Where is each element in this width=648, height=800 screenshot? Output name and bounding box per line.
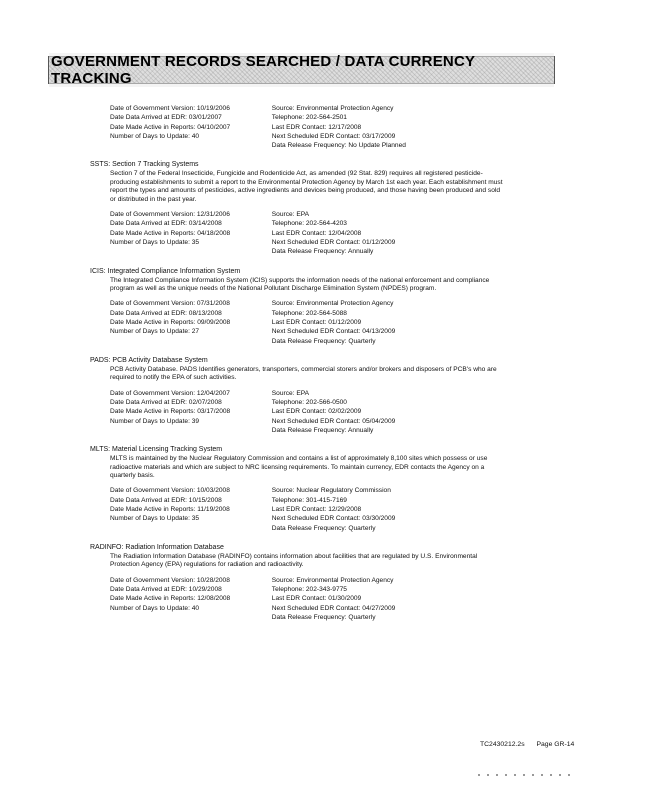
gov-version-date: Date of Government Version: 10/03/2008 xyxy=(110,487,230,495)
arrived-date: Date Data Arrived at EDR: 08/13/2008 xyxy=(110,309,222,317)
section-title: PADS: PCB Activity Database System xyxy=(90,356,208,364)
release-frequency: Data Release Frequency: Annually xyxy=(271,248,374,256)
gov-version-date: Date of Government Version: 12/31/2006 xyxy=(110,211,230,219)
source-column xyxy=(272,486,510,532)
source: Source: Environmental Protection Agency xyxy=(271,576,394,584)
section-title: SSTS: Section 7 Tracking Systems xyxy=(90,161,199,169)
active-date: Date Made Active in Reports: 03/17/2008 xyxy=(110,408,231,416)
active-date: Date Made Active in Reports: 11/19/2008 xyxy=(110,506,230,513)
days-to-update: Number of Days to Update: 40 xyxy=(110,604,200,612)
active-date: Date Made Active in Reports: 04/10/2007 xyxy=(110,123,231,131)
section-dates xyxy=(110,486,510,532)
record-section-mlts xyxy=(90,445,510,533)
dates-column xyxy=(110,576,272,622)
report-id: TC2430212.2s xyxy=(480,741,525,748)
arrived-date: Date Data Arrived at EDR: 02/07/2008 xyxy=(110,399,222,406)
next-contact: Next Scheduled EDR Contact: 04/13/2009 xyxy=(271,328,396,336)
record-section-icis xyxy=(90,267,510,346)
section-description: The Radiation Information Database (RADINFO) contains information about facilities that are regulated by U.S. Environmental Protection Agency (EPA) regulations for radiation and radioactivity. xyxy=(110,552,478,569)
days-to-update: Number of Days to Update: 40 xyxy=(110,132,200,140)
records-list xyxy=(90,103,510,632)
section-description: The Integrated Compliance Information System (ICIS) supports the information needs of the national enforcement and compliance program as well as the unique needs of the National Pollutant Discharge Elimination System (NPDES) program. xyxy=(110,276,490,292)
section-dates xyxy=(110,576,510,622)
dates-column xyxy=(110,104,272,150)
source: Source: Environmental Protection Agency xyxy=(271,105,394,112)
arrived-date: Date Data Arrived at EDR: 03/01/2007 xyxy=(110,114,222,122)
source-column xyxy=(272,389,510,435)
telephone: Telephone: 202-343-9775 xyxy=(271,586,347,593)
last-contact: Last EDR Contact: 12/29/2008 xyxy=(271,506,362,513)
next-contact: Next Scheduled EDR Contact: 04/27/2009 xyxy=(271,604,396,612)
section-description: PCB Activity Database. PADS Identifies generators, transporters, commercial storers and/or brokers and disposers of PCB's who are required to notify the EPA of such activities. xyxy=(110,365,497,382)
release-frequency: Data Release Frequency: No Update Planned xyxy=(271,142,406,150)
last-contact: Last EDR Contact: 01/12/2009 xyxy=(271,319,362,326)
last-contact: Last EDR Contact: 12/17/2008 xyxy=(271,123,362,131)
page-footer xyxy=(480,741,574,748)
gov-version-date: Date of Government Version: 10/28/2008 xyxy=(110,576,230,584)
record-section xyxy=(90,104,510,150)
days-to-update: Number of Days to Update: 27 xyxy=(110,328,200,336)
active-date: Date Made Active in Reports: 09/09/2008 xyxy=(110,319,231,326)
section-description: Section 7 of the Federal Insecticide, Fungicide and Rodenticide Act, as amended (92 Stat. 829) requires all registered pesticide-producing establishments to submit a report to the Environmental Protection Agency by March 1st each year. Each establishment must report the types and amounts of pesticides, active ingredients and devices being produced, and those having been produced and sold or distributed in the past year. xyxy=(110,170,503,203)
arrived-date: Date Data Arrived at EDR: 10/29/2008 xyxy=(110,586,222,593)
gov-version-date: Date of Government Version: 07/31/2008 xyxy=(110,300,230,308)
dates-column xyxy=(110,210,272,256)
source: Source: Nuclear Regulatory Commission xyxy=(271,487,391,495)
banner-title: GOVERNMENT RECORDS SEARCHED / DATA CURRENCY TRACKING xyxy=(49,53,554,87)
days-to-update: Number of Days to Update: 39 xyxy=(110,417,200,425)
telephone: Telephone: 301-415-7169 xyxy=(271,496,347,504)
next-contact: Next Scheduled EDR Contact: 05/04/2009 xyxy=(271,417,396,425)
telephone: Telephone: 202-566-0500 xyxy=(271,399,347,406)
record-section-pads xyxy=(90,356,510,435)
telephone: Telephone: 202-564-2501 xyxy=(271,114,347,122)
release-frequency: Data Release Frequency: Quarterly xyxy=(271,337,376,345)
page-number: Page GR-14 xyxy=(536,741,575,748)
active-date: Date Made Active in Reports: 04/18/2008 xyxy=(110,229,231,237)
arrived-date: Date Data Arrived at EDR: 10/15/2008 xyxy=(110,496,222,504)
days-to-update: Number of Days to Update: 35 xyxy=(110,239,200,246)
dates-column xyxy=(110,389,272,435)
next-contact: Next Scheduled EDR Contact: 01/12/2009 xyxy=(271,239,396,246)
source-column xyxy=(272,104,510,150)
gov-version-date: Date of Government Version: 10/19/2006 xyxy=(110,105,230,112)
page-header-banner xyxy=(48,53,555,87)
section-dates xyxy=(110,210,510,256)
active-date: Date Made Active in Reports: 12/08/2008 xyxy=(110,595,231,603)
release-frequency: Data Release Frequency: Quarterly xyxy=(271,524,376,532)
source-column xyxy=(272,576,510,622)
last-contact: Last EDR Contact: 01/30/2009 xyxy=(271,595,362,603)
source: Source: EPA xyxy=(271,389,310,397)
source-column xyxy=(272,299,510,345)
next-contact: Next Scheduled EDR Contact: 03/17/2009 xyxy=(271,132,396,140)
section-title: ICIS: Integrated Compliance Information System xyxy=(90,267,241,275)
days-to-update: Number of Days to Update: 35 xyxy=(110,515,200,523)
section-title: RADINFO: Radiation Information Database xyxy=(90,543,224,551)
source: Source: Environmental Protection Agency xyxy=(271,300,394,308)
telephone: Telephone: 202-564-5088 xyxy=(271,309,347,317)
record-section-radinfo xyxy=(90,543,510,622)
record-section-ssts xyxy=(90,160,510,256)
dates-column xyxy=(110,486,272,532)
next-contact: Next Scheduled EDR Contact: 03/30/2009 xyxy=(271,515,396,523)
release-frequency: Data Release Frequency: Annually xyxy=(271,426,374,434)
section-dates xyxy=(110,104,510,150)
dates-column xyxy=(110,299,272,345)
section-description: MLTS is maintained by the Nuclear Regulatory Commission and contains a list of approximately 8,100 sites which possess or use radioactive materials and which are subject to NRC licensing requirements. To maintain currency, EDR contacts the Agency on a quarterly basis. xyxy=(110,455,488,479)
telephone: Telephone: 202-564-4203 xyxy=(271,220,347,228)
release-frequency: Data Release Frequency: Quarterly xyxy=(271,613,376,621)
source-column xyxy=(272,210,510,256)
arrived-date: Date Data Arrived at EDR: 03/14/2008 xyxy=(110,220,222,228)
footer-dotted-rule xyxy=(478,774,574,776)
last-contact: Last EDR Contact: 02/02/2009 xyxy=(271,408,362,416)
gov-version-date: Date of Government Version: 12/04/2007 xyxy=(110,389,230,397)
section-title: MLTS: Material Licensing Tracking System xyxy=(90,446,223,454)
section-dates xyxy=(110,389,510,435)
section-dates xyxy=(110,299,510,345)
last-contact: Last EDR Contact: 12/04/2008 xyxy=(271,229,362,237)
source: Source: EPA xyxy=(271,211,310,219)
